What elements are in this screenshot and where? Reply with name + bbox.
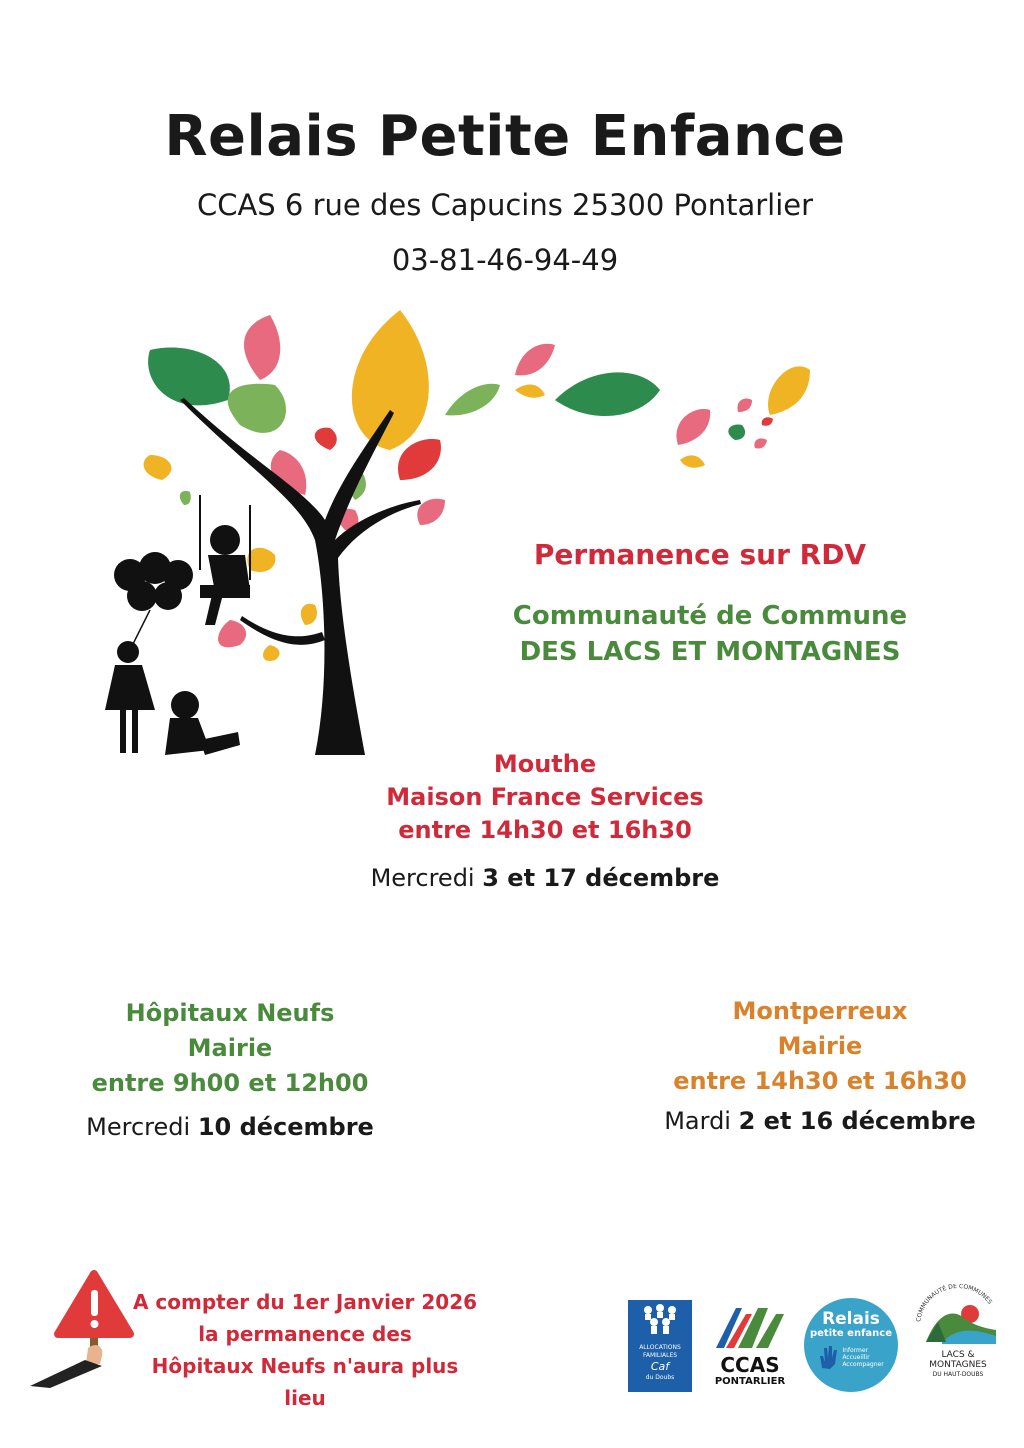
location-town: Montperreux bbox=[732, 997, 908, 1025]
rpe-line-4: Accueillir bbox=[842, 1353, 870, 1361]
rpe-line-3: Informer bbox=[842, 1346, 869, 1354]
cc-line-2: MONTAGNES bbox=[929, 1360, 987, 1370]
sitting-child-silhouette bbox=[165, 691, 240, 755]
leaf bbox=[680, 455, 705, 467]
caf-line-1: ALLOCATIONS bbox=[639, 1344, 681, 1351]
commune-block bbox=[460, 598, 960, 670]
leaf bbox=[148, 347, 230, 405]
ccas-emblem-icon bbox=[712, 1304, 788, 1350]
leaf bbox=[445, 384, 500, 416]
rpe-line-5: Accompagner bbox=[842, 1360, 884, 1368]
leaf bbox=[768, 366, 810, 415]
weekday: Mardi bbox=[664, 1107, 731, 1135]
mouthe-dates bbox=[330, 864, 760, 892]
rpe-logo bbox=[804, 1298, 898, 1392]
weekday: Mercredi bbox=[370, 864, 475, 892]
phone-number: 03-81-46-94-49 bbox=[391, 243, 619, 277]
date-values: 3 et 17 décembre bbox=[482, 864, 720, 892]
date-values: 2 et 16 décembre bbox=[738, 1107, 976, 1135]
location-place: Maison France Services bbox=[386, 783, 704, 811]
leaf bbox=[515, 344, 555, 376]
leaf bbox=[762, 417, 773, 426]
location-hours: entre 14h30 et 16h30 bbox=[398, 816, 692, 844]
cc-arc-text: COMMUNAUTÉ DE COMMUNES bbox=[915, 1284, 994, 1323]
commune-line-1: Communauté de Commune bbox=[512, 601, 908, 631]
notice-block bbox=[130, 1286, 480, 1414]
caf-line-3: Caf bbox=[650, 1360, 670, 1373]
address: CCAS 6 rue des Capucins 25300 Pontarlier bbox=[196, 188, 814, 222]
leaf bbox=[737, 399, 752, 413]
location-hours: entre 9h00 et 12h00 bbox=[91, 1069, 369, 1097]
leaf bbox=[728, 424, 745, 440]
hopitaux-dates bbox=[60, 1113, 400, 1141]
cc-emblem-icon bbox=[912, 1284, 1004, 1346]
leaf bbox=[754, 438, 767, 448]
tree-children-illustration bbox=[100, 300, 820, 770]
leaf bbox=[301, 604, 317, 625]
leaf bbox=[180, 491, 191, 505]
location-town: Hôpitaux Neufs bbox=[125, 999, 335, 1027]
location-hours: entre 14h30 et 16h30 bbox=[673, 1067, 967, 1095]
leaf bbox=[515, 385, 545, 398]
cc-line-3: DU HAUT-DOUBS bbox=[932, 1371, 984, 1378]
leaf bbox=[398, 439, 441, 480]
location-place: Mairie bbox=[187, 1034, 273, 1062]
leaf bbox=[144, 455, 172, 480]
leaf bbox=[263, 645, 280, 661]
cc-lacs-montagnes-logo bbox=[912, 1284, 1004, 1394]
ccas-pontarlier-logo bbox=[712, 1304, 788, 1390]
hand-icon bbox=[818, 1344, 838, 1370]
location-mouthe bbox=[330, 748, 760, 847]
leaf bbox=[676, 409, 710, 445]
location-montperreux bbox=[650, 994, 990, 1099]
leaf bbox=[315, 428, 337, 450]
leaf bbox=[218, 620, 246, 647]
notice-line-3: Hôpitaux Neufs n'aura plus lieu bbox=[151, 1354, 459, 1410]
ccas-line-1: CCAS bbox=[720, 1353, 780, 1377]
commune-line-2: DES LACS ET MONTAGNES bbox=[519, 637, 901, 667]
notice-line-2: la permanence des bbox=[198, 1322, 412, 1346]
date-values: 10 décembre bbox=[197, 1113, 374, 1141]
leaf bbox=[352, 310, 429, 450]
cc-line-1: LACS & bbox=[941, 1350, 975, 1360]
caf-people-icon bbox=[628, 1300, 692, 1340]
page-title: Relais Petite Enfance bbox=[164, 104, 846, 169]
caf-line-2: FAMILIALES bbox=[642, 1352, 678, 1359]
ccas-line-2: PONTARLIER bbox=[714, 1376, 786, 1387]
swing-child-silhouette bbox=[200, 495, 250, 625]
caf-logo bbox=[628, 1300, 692, 1392]
warning-sign-icon bbox=[30, 1268, 140, 1388]
montperreux-dates bbox=[650, 1107, 990, 1135]
caf-line-4: du Doubs bbox=[645, 1374, 675, 1381]
leaf bbox=[228, 384, 286, 433]
location-town: Mouthe bbox=[493, 750, 597, 778]
location-hopitaux-neufs bbox=[60, 996, 400, 1101]
location-place: Mairie bbox=[777, 1032, 863, 1060]
leaf bbox=[555, 372, 660, 416]
rpe-line-2: petite enfance bbox=[809, 1328, 893, 1339]
rpe-line-1: Relais bbox=[822, 1309, 880, 1329]
leaf bbox=[247, 548, 275, 572]
permanence-heading: Permanence sur RDV bbox=[533, 538, 867, 571]
notice-line-1: A compter du 1er Janvier 2026 bbox=[132, 1290, 478, 1314]
leaf bbox=[244, 315, 280, 380]
leaf bbox=[417, 499, 445, 525]
weekday: Mercredi bbox=[86, 1113, 191, 1141]
